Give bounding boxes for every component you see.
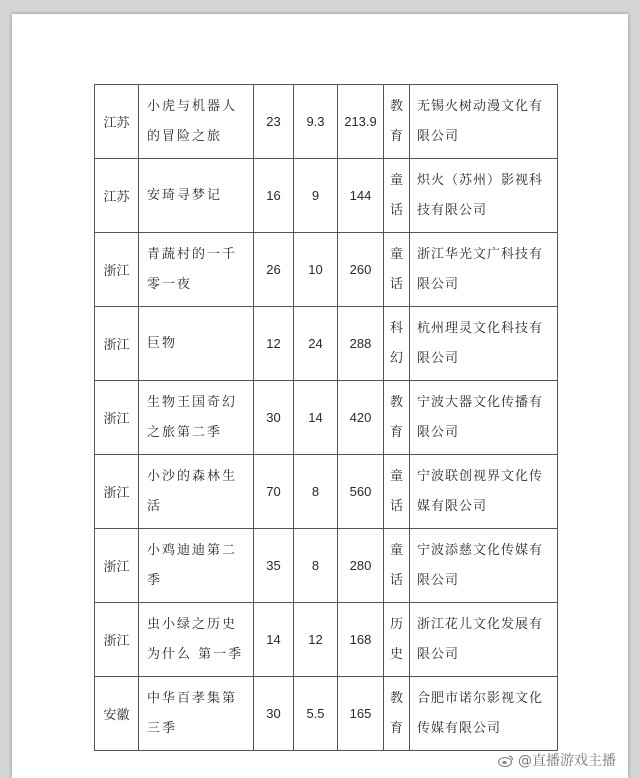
- province-cell: 浙江: [95, 603, 139, 677]
- province-cell: 浙江: [95, 233, 139, 307]
- episodes-cell: 70: [254, 455, 294, 529]
- company-cell: 宁波大器文化传播有限公司: [410, 381, 558, 455]
- total-minutes-cell: 165: [338, 677, 384, 751]
- minutes-cell: 5.5: [294, 677, 338, 751]
- watermark-text: @直播游戏主播: [518, 753, 616, 769]
- total-minutes-cell: 260: [338, 233, 384, 307]
- genre-cell: 童话: [384, 455, 410, 529]
- minutes-cell: 9: [294, 159, 338, 233]
- table-row: [95, 233, 558, 307]
- animation-table: [94, 84, 558, 751]
- company-cell: 炽火（苏州）影视科技有限公司: [410, 159, 558, 233]
- title-cell: 小鸡迪迪第二季: [139, 529, 254, 603]
- table-row: [95, 603, 558, 677]
- minutes-cell: 24: [294, 307, 338, 381]
- genre-cell: 历史: [384, 603, 410, 677]
- minutes-cell: 9.3: [294, 85, 338, 159]
- company-cell: 无锡火树动漫文化有限公司: [410, 85, 558, 159]
- genre-cell: 教育: [384, 677, 410, 751]
- total-minutes-cell: 560: [338, 455, 384, 529]
- province-cell: 浙江: [95, 455, 139, 529]
- province-cell: 江苏: [95, 85, 139, 159]
- minutes-cell: 14: [294, 381, 338, 455]
- genre-cell: 科幻: [384, 307, 410, 381]
- title-cell: 小沙的森林生活: [139, 455, 254, 529]
- province-cell: 浙江: [95, 381, 139, 455]
- title-cell: 生物王国奇幻之旅第二季: [139, 381, 254, 455]
- company-cell: 浙江花儿文化发展有限公司: [410, 603, 558, 677]
- total-minutes-cell: 213.9: [338, 85, 384, 159]
- minutes-cell: 8: [294, 529, 338, 603]
- title-cell: 中华百孝集第三季: [139, 677, 254, 751]
- table-row: [95, 159, 558, 233]
- genre-cell: 教育: [384, 381, 410, 455]
- title-cell: 虫小绿之历史为什么 第一季: [139, 603, 254, 677]
- document-page: [12, 14, 628, 778]
- episodes-cell: 35: [254, 529, 294, 603]
- minutes-cell: 8: [294, 455, 338, 529]
- company-cell: 合肥市诺尔影视文化传媒有限公司: [410, 677, 558, 751]
- company-cell: 浙江华光文广科技有限公司: [410, 233, 558, 307]
- province-cell: 安徽: [95, 677, 139, 751]
- table-row: [95, 529, 558, 603]
- minutes-cell: 10: [294, 233, 338, 307]
- title-cell: 青蔬村的一千零一夜: [139, 233, 254, 307]
- episodes-cell: 14: [254, 603, 294, 677]
- province-cell: 浙江: [95, 529, 139, 603]
- province-cell: 浙江: [95, 307, 139, 381]
- company-cell: 杭州理灵文化科技有限公司: [410, 307, 558, 381]
- table-row: [95, 85, 558, 159]
- title-cell: 安琦寻梦记: [139, 159, 254, 233]
- total-minutes-cell: 280: [338, 529, 384, 603]
- episodes-cell: 16: [254, 159, 294, 233]
- table-row: [95, 307, 558, 381]
- weibo-icon: [498, 755, 514, 767]
- minutes-cell: 12: [294, 603, 338, 677]
- table-row: [95, 677, 558, 751]
- company-cell: 宁波联创视界文化传媒有限公司: [410, 455, 558, 529]
- episodes-cell: 30: [254, 677, 294, 751]
- episodes-cell: 23: [254, 85, 294, 159]
- table-row: [95, 455, 558, 529]
- genre-cell: 童话: [384, 529, 410, 603]
- episodes-cell: 12: [254, 307, 294, 381]
- title-cell: 小虎与机器人的冒险之旅: [139, 85, 254, 159]
- genre-cell: 教育: [384, 85, 410, 159]
- episodes-cell: 30: [254, 381, 294, 455]
- watermark: [498, 750, 616, 770]
- genre-cell: 童话: [384, 233, 410, 307]
- company-cell: 宁波添慈文化传媒有限公司: [410, 529, 558, 603]
- total-minutes-cell: 144: [338, 159, 384, 233]
- episodes-cell: 26: [254, 233, 294, 307]
- title-cell: 巨物: [139, 307, 254, 381]
- total-minutes-cell: 168: [338, 603, 384, 677]
- table-row: [95, 381, 558, 455]
- province-cell: 江苏: [95, 159, 139, 233]
- total-minutes-cell: 420: [338, 381, 384, 455]
- genre-cell: 童话: [384, 159, 410, 233]
- total-minutes-cell: 288: [338, 307, 384, 381]
